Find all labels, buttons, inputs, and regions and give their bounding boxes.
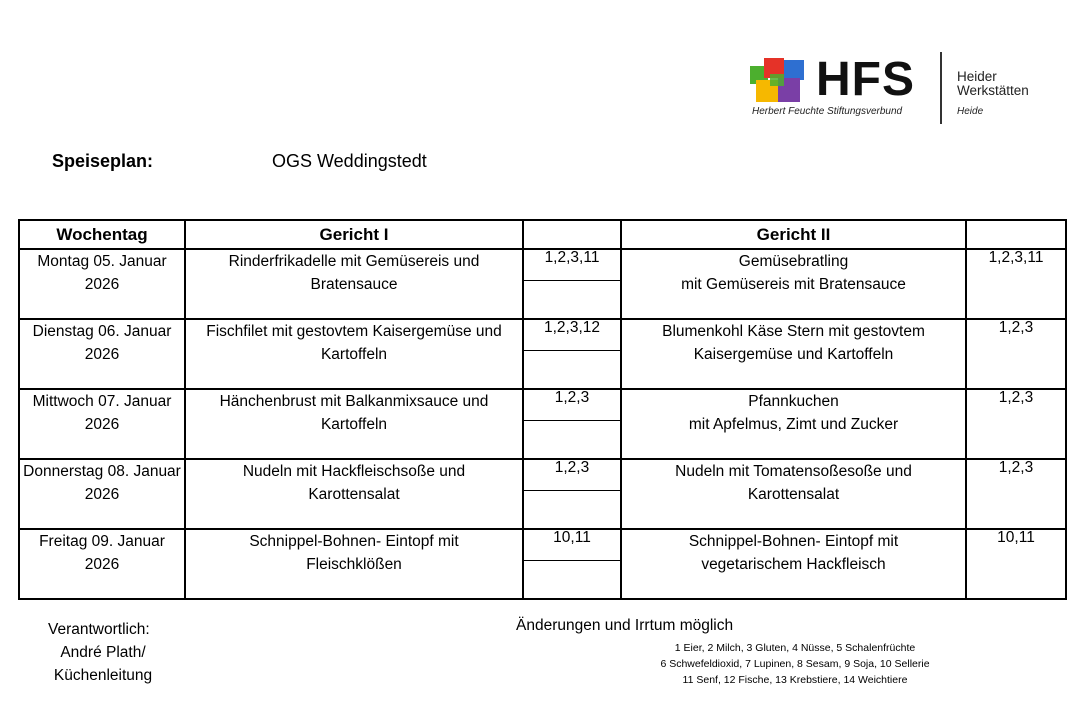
dish-2-line-2: mit Gemüsereis mit Bratensauce [681, 276, 906, 293]
allergen-code-2-text: 1,2,3 [998, 318, 1034, 336]
allergen-code-1-text: 1,2,3,12 [524, 304, 620, 351]
dish-2-line-2: mit Apfelmus, Zimt und Zucker [688, 416, 899, 433]
dish-2-line-2: vegetarischem Hackfleisch [701, 556, 886, 573]
dish-1-line-2: Fleischklößen [306, 556, 402, 573]
changes-notice: Änderungen und Irrtum möglich [516, 617, 734, 634]
logo-org-place: Heide [957, 106, 984, 117]
table-row [19, 529, 1066, 599]
dish-1-cell [185, 389, 523, 459]
logo-subtitle: Herbert Feuchte Stiftungsverbund [752, 106, 903, 117]
allergen-code-2 [966, 529, 1066, 599]
weekday: Mittwoch [32, 393, 94, 410]
header-dish-2: Gericht II [621, 220, 966, 249]
dish-2-cell [621, 529, 966, 599]
day-cell [19, 529, 185, 599]
dish-2-line-1: Nudeln mit Tomatensoßesoße und [675, 463, 912, 480]
weekday: Montag [37, 253, 90, 270]
allergen-legend-line-1: 1 Eier, 2 Milch, 3 Gluten, 4 Nüsse, 5 Schalenfrüchte [674, 642, 916, 654]
allergen-code-1-text: 10,11 [524, 514, 620, 561]
hfs-logo [750, 52, 1050, 128]
dish-1-line-1: Fischfilet mit gestovtem Kaisergemüse und [206, 323, 502, 340]
responsible-name: André Plath/ [60, 644, 146, 661]
dish-2-line-1: Schnippel-Bohnen- Eintopf mit [688, 533, 899, 550]
allergen-code-2-text: 1,2,3 [998, 458, 1034, 476]
dish-1-line-2: Kartoffeln [320, 346, 388, 363]
dish-1-line-1: Rinderfrikadelle mit Gemüsereis und [228, 253, 480, 270]
dish-1-cell [185, 249, 523, 319]
location-name: OGS Weddingstedt [272, 151, 427, 171]
header-dish-1: Gericht I [185, 220, 523, 249]
responsible-block [48, 618, 158, 687]
dish-1-cell [185, 459, 523, 529]
allergen-code-2-text: 10,11 [997, 528, 1035, 546]
dish-2-cell [621, 459, 966, 529]
logo-divider [940, 52, 942, 124]
dish-2-cell [621, 249, 966, 319]
allergen-code-1-text: 1,2,3 [524, 374, 620, 421]
allergen-code-1-text: 1,2,3,11 [524, 234, 620, 281]
dish-2-cell [621, 319, 966, 389]
day-cell [19, 389, 185, 459]
dish-1-line-1: Nudeln mit Hackfleischsoße und [242, 463, 466, 480]
allergen-legend-line-3: 11 Senf, 12 Fische, 13 Krebstiere, 14 Weichtiere [682, 674, 908, 686]
date: 08. Januar 2026 [84, 463, 181, 503]
day-cell [19, 249, 185, 319]
day-cell [19, 459, 185, 529]
date: 05. Januar 2026 [84, 253, 167, 293]
logo-org-name [957, 70, 1029, 98]
menu-table [18, 219, 1067, 600]
logo-org-line2: Werkstätten [957, 83, 1029, 98]
day-cell [19, 319, 185, 389]
dish-2-line-1: Pfannkuchen [748, 393, 839, 410]
weekday: Freitag [39, 533, 88, 550]
date: 07. Januar 2026 [84, 393, 172, 433]
dish-1-cell [185, 319, 523, 389]
allergen-code-1 [523, 529, 621, 599]
weekday: Donnerstag [23, 463, 104, 480]
allergen-code-2-text: 1,2,3,11 [988, 248, 1044, 266]
dish-1-line-2: Bratensauce [310, 276, 398, 293]
dish-2-line-1: Gemüsebratling [738, 253, 849, 270]
responsible-role: Küchenleitung [53, 667, 153, 684]
dish-2-line-1: Blumenkohl Käse Stern mit gestovtem [662, 323, 925, 340]
allergen-code-1-text: 1,2,3 [524, 444, 620, 491]
date: 09. Januar 2026 [84, 533, 165, 573]
dish-1-line-2: Kartoffeln [320, 416, 388, 433]
dish-2-line-2: Kaisergemüse und Kartoffeln [693, 346, 894, 363]
logo-wordmark: HFS [816, 53, 915, 106]
dish-1-line-1: Hänchenbrust mit Balkanmixsauce und [219, 393, 489, 410]
weekday: Dienstag [32, 323, 94, 340]
dish-1-line-2: Karottensalat [308, 486, 400, 503]
dish-2-line-2: Karottensalat [747, 486, 840, 503]
dish-1-line-1: Schnippel-Bohnen- Eintopf mit [249, 533, 459, 550]
dish-2-cell [621, 389, 966, 459]
logo-org-line1: Heider [957, 69, 997, 84]
allergen-code-2-text: 1,2,3 [998, 388, 1034, 406]
dish-1-cell [185, 529, 523, 599]
header-weekday: Wochentag [19, 220, 185, 249]
responsible-label: Verantwortlich: [48, 621, 150, 638]
allergen-legend [640, 640, 950, 688]
date: 06. Januar 2026 [84, 323, 172, 363]
menu-plan-label: Speiseplan: [52, 151, 154, 171]
allergen-legend-line-2: 6 Schwefeldioxid, 7 Lupinen, 8 Sesam, 9 Soja, 10 Sellerie [660, 658, 930, 670]
logo-color-squares-icon [750, 58, 806, 104]
